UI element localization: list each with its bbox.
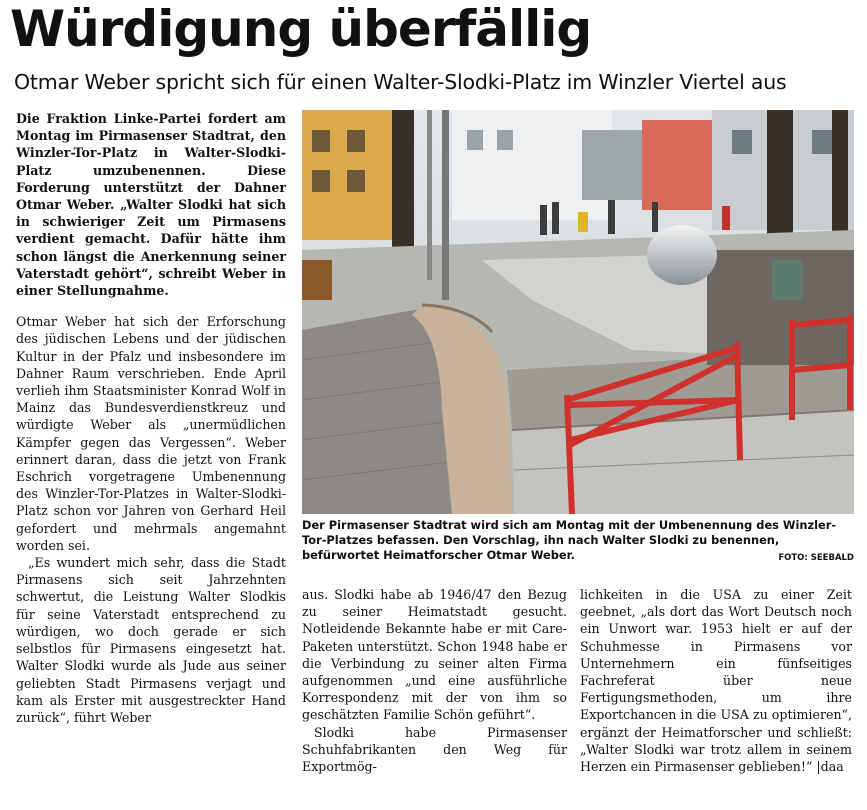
subheadline: Otmar Weber spricht sich für einen Walter-Slodki-Platz im Winzler Viertel aus xyxy=(14,70,787,94)
article-column-1 xyxy=(16,110,286,726)
body-paragraph: aus. Slodki habe ab 1946/47 den Bezug zu seiner Heimatstadt gesucht. Notleidende Bekannte habe er mit Care-Paketen unterstützt. Schon 1948 habe er die Verbindung zu seiner alten Firma aufgenommen „und eine ausführliche Korrespondenz mit der von ihm so geschätzten Familie Schön geführt“. xyxy=(302,587,567,723)
photo-caption xyxy=(302,518,854,567)
photo-credit: FOTO: SEEBALD xyxy=(778,553,854,564)
article-column-2 xyxy=(302,586,567,775)
article-photo xyxy=(302,110,854,514)
lead-paragraph: Die Fraktion Linke-Partei fordert am Montag im Pirmasenser Stadtrat, den Winzler-Tor-Platz in Walter-Slodki-Platz umzubenennen. Diese Forderung unterstützt der Dahner Otmar Weber. „Walter Slodki hat sich in schwieriger Zeit um Pirmasens verdient gemacht. Dafür hätte ihm schon längst die Anerkennung seiner Vaterstadt gehört“, schreibt Weber in einer Stellungnahme. xyxy=(16,111,286,299)
article-column-3 xyxy=(580,586,852,775)
body-paragraph: Otmar Weber hat sich der Erforschung des jüdischen Lebens und der jüdischen Kultur in der Pfalz und insbesondere im Dahner Raum verschrieben. Ende April verlieh ihm Staatsminister Konrad Wolf in Mainz das Bundesverdienstkreuz und würdigte Weber als „unermüdlichen Kämpfer gegen das Vergessen“. Weber erinnert daran, dass die jetzt von Frank Eschrich vorgetragene Umbenennung des Winzler-Tor-Platzes in Walter-Slodki-Platz schon vor Jahren von Gerhard Heil gefordert und mehrmals angemahnt worden sei. xyxy=(16,314,286,553)
headline: Würdigung überfällig xyxy=(10,0,592,58)
body-paragraph: „Es wundert mich sehr, dass die Stadt Pirmasens sich seit Jahrzehnten schwertut, die Leistung Walter Slodkis für seine Vaterstadt entsprechend zu würdigen, wo doch gerade er sich selbstlos für Pirmasens eingesetzt hat. Walter Slodki wurde als Jude aus seiner geliebten Stadt Pirmasens verjagt und kam als Erster mit ausgestreckter Hand zurück“, führt Weber xyxy=(16,555,286,725)
body-paragraph: Slodki habe Pirmasenser Schuhfabrikanten den Weg für Exportmög- xyxy=(302,724,567,775)
photo-square-scene xyxy=(302,110,854,514)
caption-text: Der Pirmasenser Stadtrat wird sich am Montag mit der Umbenennung des Winzler-Tor-Platzes befassen. Den Vorschlag, ihn nach Walter Slodki zu benennen, befürwortet Heimatforscher Otmar Weber. xyxy=(302,518,837,563)
body-paragraph: lichkeiten in die USA zu einer Zeit geebnet, „als dort das Wort Deutsch noch ein Unwort war. 1953 hielt er auf der Schuhmesse in Pirmasens vor Unternehmern ein fünfseitiges Fachreferat über neue Fertigungsmethoden, um ihre Exportchancen in die USA zu optimieren“, ergänzt der Heimatforscher und schließt: „Walter Slodki war trotz allem in seinem Herzen ein Pirmasenser geblieben!“ |daa xyxy=(580,587,852,775)
